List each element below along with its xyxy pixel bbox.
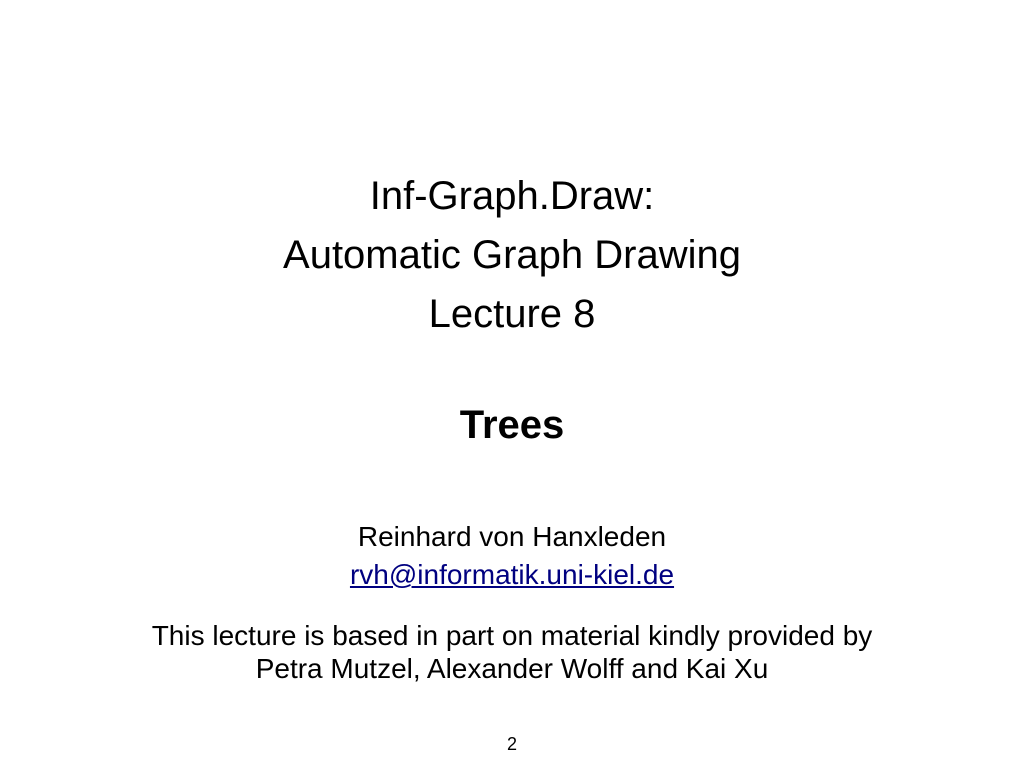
credit-note-line-1: This lecture is based in part on material kindly provided by: [151, 620, 873, 651]
author-email-link[interactable]: rvh@informatik.uni-kiel.de: [349, 559, 675, 590]
page-number: 2: [506, 734, 517, 754]
author-name: Reinhard von Hanxleden: [357, 521, 667, 552]
slide-subtitle: Trees: [459, 403, 565, 447]
title-line-2: Automatic Graph Drawing: [283, 233, 741, 277]
title-line-3: Lecture 8: [428, 292, 596, 336]
title-line-1: Inf-Graph.Draw:: [369, 174, 655, 218]
credit-note-line-2: Petra Mutzel, Alexander Wolff and Kai Xu: [255, 653, 769, 684]
author-email-line: [0, 558, 1024, 592]
